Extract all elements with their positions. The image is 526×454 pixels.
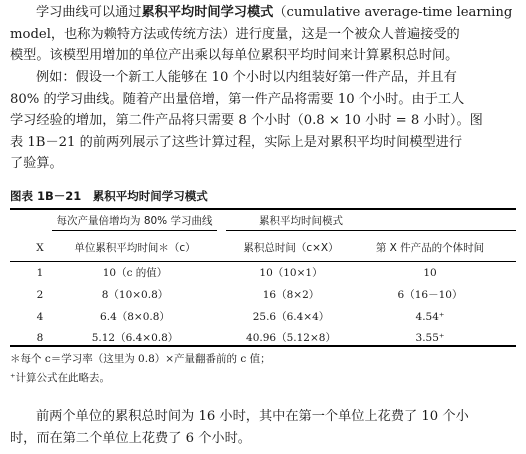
table-cell-total: 16（8×2）	[262, 289, 320, 301]
table-title: 图表 1B－21 累积平均时间学习模式	[10, 189, 208, 203]
column-header-x: X	[36, 242, 44, 254]
example-line: 80% 的学习曲线。随着产出量倍增，第一件产品将需要 10 个小时。由于工人	[10, 91, 465, 107]
column-header-cumulative-total: 累积总时间（c×X）	[243, 242, 339, 254]
paragraph-example	[10, 67, 516, 175]
conclusion-line: 时，而在第二个单位上花费了 6 个小时。	[10, 430, 251, 446]
bold-term: 累积平均时间学习模式	[141, 5, 274, 20]
example-line: 例如：假设一个新工人能够在 10 个小时以内组装好第一件产品，并且有	[36, 70, 457, 85]
table-bottom-rule	[10, 345, 516, 347]
intro-line-2: model，也称为赖特方法或传统方法）进行度量，这是一个被众人普遍接受的	[10, 26, 460, 42]
table-cell-individual: 4.54⁺	[415, 311, 445, 323]
group-rule-left	[52, 230, 217, 231]
header-bottom-rule	[10, 261, 516, 262]
group-rule-right	[226, 230, 516, 231]
paragraph-intro	[10, 2, 516, 67]
table-row-x: 1	[36, 267, 44, 279]
example-line: 了验算。	[10, 156, 63, 172]
table-row-x: 4	[36, 311, 44, 323]
table-cell-average: 10（c 的值）	[102, 267, 168, 279]
table-top-rule	[10, 208, 516, 210]
column-header-individual-time: 第 X 件产品的个体时间	[375, 242, 485, 254]
conclusion-line: 前两个单位的累积总时间为 16 小时，其中在第一个单位上花费了 10 个小	[36, 409, 469, 424]
intro-line-3: 模型。该模型用增加的单位产出乘以每单位累积平均时间来计算累积总时间。	[10, 48, 459, 64]
table-cell-individual: 3.55⁺	[415, 332, 445, 344]
table-row-x: 2	[36, 289, 44, 301]
example-line: 表 1B－21 的前两列展示了这些计算过程，实际上是对累积平均时间模型进行	[10, 134, 463, 150]
footnote-formula-omitted: ⁺计算公式在此略去。	[10, 372, 111, 384]
table-cell-individual: 10	[423, 267, 437, 279]
table-cell-average: 6.4（8×0.8）	[100, 311, 170, 323]
table-row-x: 8	[36, 332, 44, 344]
intro-line-1: 学习曲线可以通过累积平均时间学习模式（cumulative average-time learning	[36, 5, 513, 20]
table-cell-average: 8（10×0.8）	[101, 289, 169, 301]
table-cell-total: 25.6（6.4×4）	[252, 311, 330, 323]
table-cell-total: 10（10×1）	[259, 267, 323, 279]
column-header-cumulative-average: 单位累积平均时间＊（c）	[74, 242, 196, 254]
group-header-model: 累积平均时间模式	[259, 215, 343, 227]
table-cell-individual: 6（16－10）	[397, 289, 463, 301]
example-line: 学习经验的增加，第二件产品将只需要 8 个小时（0.8 × 10 小时 = 8 小时）。图	[10, 113, 483, 129]
table-cell-average: 5.12（6.4×0.8）	[91, 332, 179, 344]
group-header-learning-curve: 每次产量倍增均为 80% 学习曲线	[56, 215, 213, 227]
paragraph-conclusion	[10, 406, 516, 449]
table-cell-total: 40.96（5.12×8）	[246, 332, 336, 344]
footnote-learning-rate: ＊每个 c＝学习率（这里为 0.8）×产量翻番前的 c 值；	[10, 353, 271, 365]
